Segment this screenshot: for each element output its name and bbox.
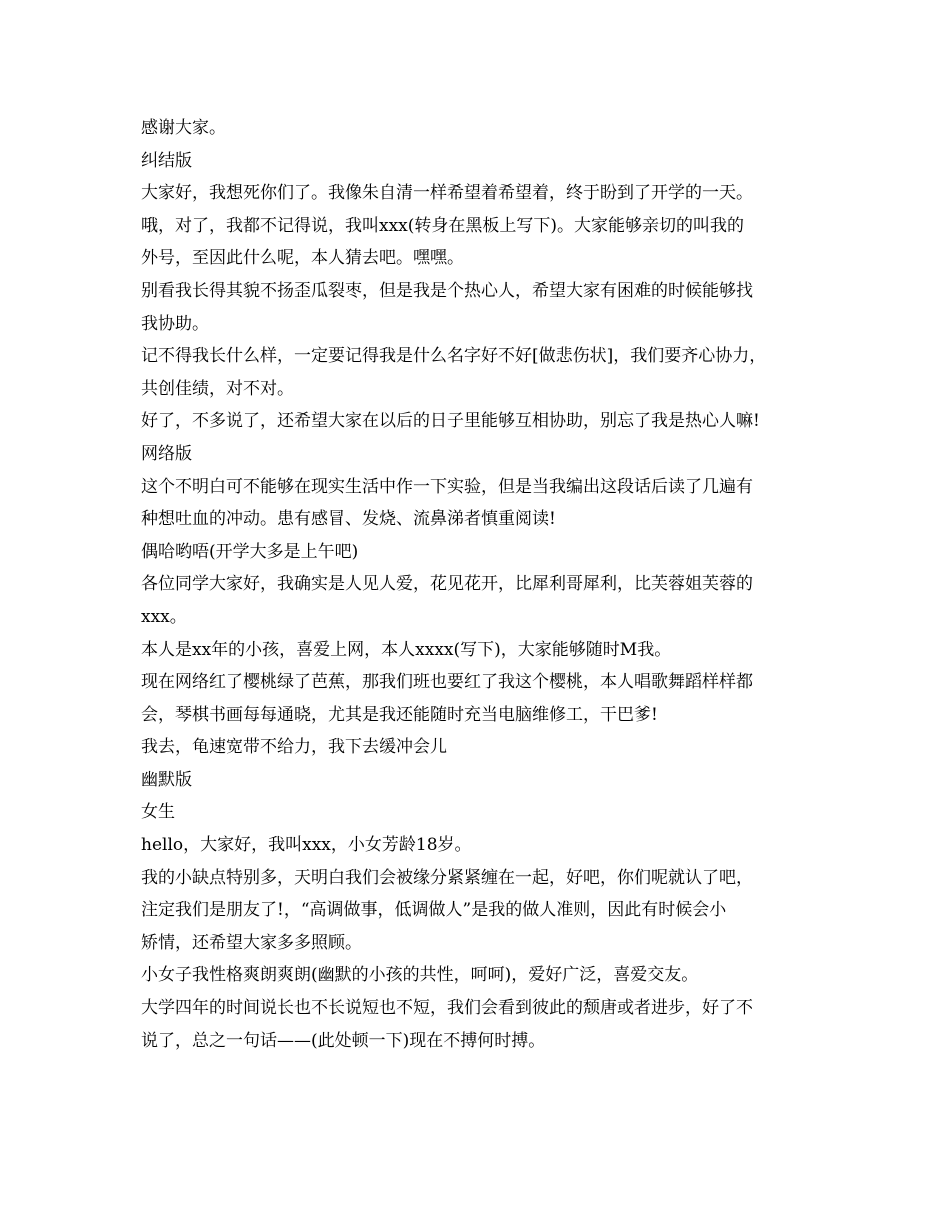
section-heading: 幽默版	[141, 769, 192, 790]
text-line: 矫情，还希望大家多多照顾。	[141, 932, 362, 953]
text-line: 感谢大家。	[141, 118, 226, 138]
text-line: 记不得我长什么样，一定要记得我是什么名字好不好[做悲伤状]，我们要齐心协力，	[141, 346, 767, 367]
text-line: 别看我长得其貌不扬歪瓜裂枣，但是我是个热心人，希望大家有困难的时候能够找	[141, 280, 753, 301]
document-body	[141, 112, 821, 1057]
text-line: hello，大家好，我叫xxx，小女芳龄18岁。	[141, 835, 472, 856]
text-line: 种想吐血的冲动。患有感冒、发烧、流鼻涕者慎重阅读!	[141, 509, 556, 530]
text-line: 各位同学大家好，我确实是人见人爱，花见花开，比犀利哥犀利，比芙蓉姐芙蓉的	[141, 574, 753, 595]
text-line: 偶哈哟唔(开学大多是上午吧)	[141, 541, 359, 562]
text-line: 我去，龟速宽带不给力，我下去缓冲会儿	[141, 737, 447, 758]
section-heading: 纠结版	[141, 150, 192, 171]
text-line: 好了，不多说了，还希望大家在以后的日子里能够互相协助，别忘了我是热心人嘛!	[141, 411, 760, 432]
text-line: 共创佳绩，对不对。	[141, 378, 294, 399]
text-line: 外号，至因此什么呢，本人猜去吧。嘿嘿。	[141, 248, 464, 269]
text-line: 大家好，我想死你们了。我像朱自清一样希望着希望着，终于盼到了开学的一天。	[141, 183, 753, 204]
section-heading: 网络版	[141, 443, 192, 464]
text-line: 大学四年的时间说长也不长说短也不短，我们会看到彼此的颓唐或者进步，好了不	[141, 998, 753, 1019]
text-line: 注定我们是朋友了!，“高调做事，低调做人”是我的做人准则，因此有时候会小	[141, 900, 727, 921]
text-line: 我的小缺点特别多，天明白我们会被缘分紧紧缠在一起，好吧，你们呢就认了吧，	[141, 867, 753, 888]
text-line: 哦，对了，我都不记得说，我叫xxx(转身在黑板上写下)。大家能够亲切的叫我的	[141, 215, 745, 236]
text-line: 会，琴棋书画每每通晓，尤其是我还能随时充当电脑维修工，干巴爹!	[141, 704, 658, 725]
text-line: 本人是xx年的小孩，喜爱上网，本人xxxx(写下)，大家能够随时M我。	[141, 639, 672, 660]
text-line: 我协助。	[141, 313, 209, 334]
text-line: 这个不明白可不能够在现实生活中作一下实验，但是当我编出这段话后读了几遍有	[141, 476, 753, 497]
text-line: 小女子我性格爽朗爽朗(幽默的小孩的共性，呵呵)，爱好广泛，喜爱交友。	[141, 965, 699, 986]
text-line: xxx。	[141, 606, 187, 627]
text-line: 说了，总之一句话——(此处顿一下)现在不搏何时搏。	[141, 1030, 546, 1051]
text-line: 现在网络红了樱桃绿了芭蕉，那我们班也要红了我这个樱桃，本人唱歌舞蹈样样都	[141, 672, 753, 693]
sub-heading: 女生	[141, 802, 175, 823]
